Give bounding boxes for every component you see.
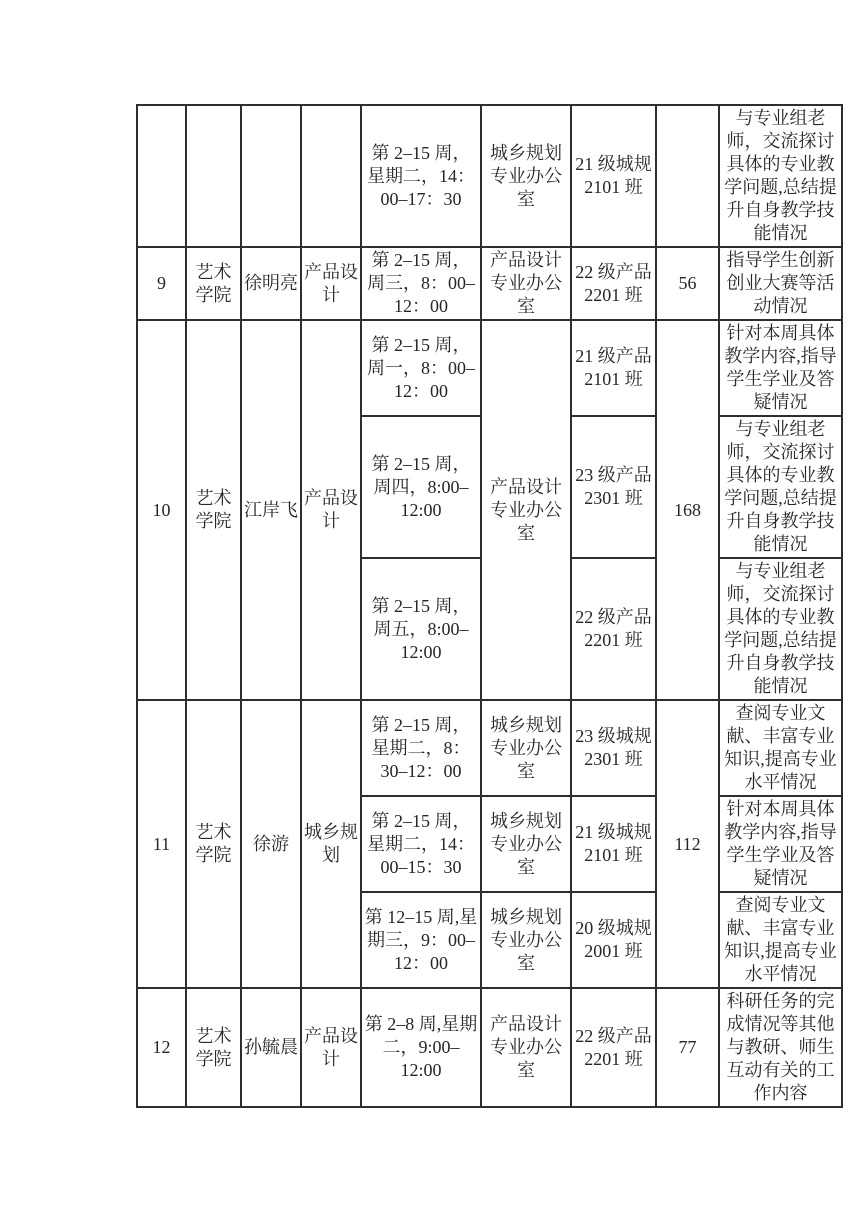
cell-name: [241, 105, 301, 247]
cell-time: 第 2–15 周，周三，8：00–12：00: [361, 247, 481, 320]
cell-college: 艺术学院: [186, 247, 241, 320]
cell-seq: 12: [137, 988, 186, 1107]
cell-class: 22 级产品 2201 班: [571, 558, 656, 700]
cell-major: [301, 105, 361, 247]
cell-class: 22 级产品 2201 班: [571, 247, 656, 320]
cell-college: [186, 105, 241, 247]
cell-seq: 9: [137, 247, 186, 320]
teaching-schedule-table: [136, 104, 843, 1108]
table-row-11-entry-1: [137, 700, 842, 796]
cell-remark: 科研任务的完成情况等其他与教研、师生互动有关的工作内容: [719, 988, 842, 1107]
cell-office: 城乡规划专业办公室: [481, 796, 571, 892]
cell-time: 第 2–15 周，周四，8:00–12:00: [361, 416, 481, 558]
table-row-10-entry-1: [137, 320, 842, 416]
cell-count: 168: [656, 320, 719, 700]
cell-office: 城乡规划专业办公室: [481, 105, 571, 247]
cell-count: 56: [656, 247, 719, 320]
cell-office: 产品设计专业办公室: [481, 320, 571, 700]
cell-seq: 10: [137, 320, 186, 700]
cell-count: [656, 105, 719, 247]
cell-remark: 查阅专业文献、丰富专业知识,提高专业水平情况: [719, 892, 842, 988]
table-row-8-continued: [137, 105, 842, 247]
cell-remark: 与专业组老师，交流探讨具体的专业教学问题,总结提升自身教学技能情况: [719, 416, 842, 558]
cell-name: 徐游: [241, 700, 301, 988]
cell-class: 21 级产品 2101 班: [571, 320, 656, 416]
cell-class: 23 级城规 2301 班: [571, 700, 656, 796]
cell-remark: 针对本周具体教学内容,指导学生学业及答疑情况: [719, 796, 842, 892]
cell-remark: 与专业组老师，交流探讨具体的专业教学问题,总结提升自身教学技能情况: [719, 558, 842, 700]
table-row-9: [137, 247, 842, 320]
cell-seq: [137, 105, 186, 247]
cell-time: 第 2–15 周，周五，8:00–12:00: [361, 558, 481, 700]
cell-major: 产品设计: [301, 247, 361, 320]
cell-college: 艺术学院: [186, 320, 241, 700]
cell-college: 艺术学院: [186, 700, 241, 988]
cell-name: 孙毓晨: [241, 988, 301, 1107]
cell-name: 徐明亮: [241, 247, 301, 320]
cell-class: 21 级城规 2101 班: [571, 105, 656, 247]
cell-class: 22 级产品 2201 班: [571, 988, 656, 1107]
cell-major: 产品设计: [301, 320, 361, 700]
cell-remark: 针对本周具体教学内容,指导学生学业及答疑情况: [719, 320, 842, 416]
cell-office: 产品设计专业办公室: [481, 988, 571, 1107]
cell-time: 第 2–15 周，星期二，14：00–17：30: [361, 105, 481, 247]
cell-major: 城乡规划: [301, 700, 361, 988]
cell-remark: 与专业组老师，交流探讨具体的专业教学问题,总结提升自身教学技能情况: [719, 105, 842, 247]
cell-time: 第 2–8 周,星期二，9:00–12:00: [361, 988, 481, 1107]
cell-name: 江岸飞: [241, 320, 301, 700]
cell-office: 城乡规划专业办公室: [481, 700, 571, 796]
cell-seq: 11: [137, 700, 186, 988]
cell-class: 21 级城规 2101 班: [571, 796, 656, 892]
table-row-12: [137, 988, 842, 1107]
cell-time: 第 2–15 周，星期二，14：00–15：30: [361, 796, 481, 892]
cell-time: 第 12–15 周,星期三，9：00–12：00: [361, 892, 481, 988]
cell-college: 艺术学院: [186, 988, 241, 1107]
cell-count: 77: [656, 988, 719, 1107]
cell-office: 城乡规划专业办公室: [481, 892, 571, 988]
cell-remark: 查阅专业文献、丰富专业知识,提高专业水平情况: [719, 700, 842, 796]
cell-count: 112: [656, 700, 719, 988]
cell-class: 23 级产品 2301 班: [571, 416, 656, 558]
cell-time: 第 2–15 周，周一，8：00–12：00: [361, 320, 481, 416]
cell-major: 产品设计: [301, 988, 361, 1107]
cell-class: 20 级城规 2001 班: [571, 892, 656, 988]
cell-time: 第 2–15 周，星期二，8：30–12：00: [361, 700, 481, 796]
cell-remark: 指导学生创新创业大赛等活动情况: [719, 247, 842, 320]
cell-office: 产品设计专业办公室: [481, 247, 571, 320]
